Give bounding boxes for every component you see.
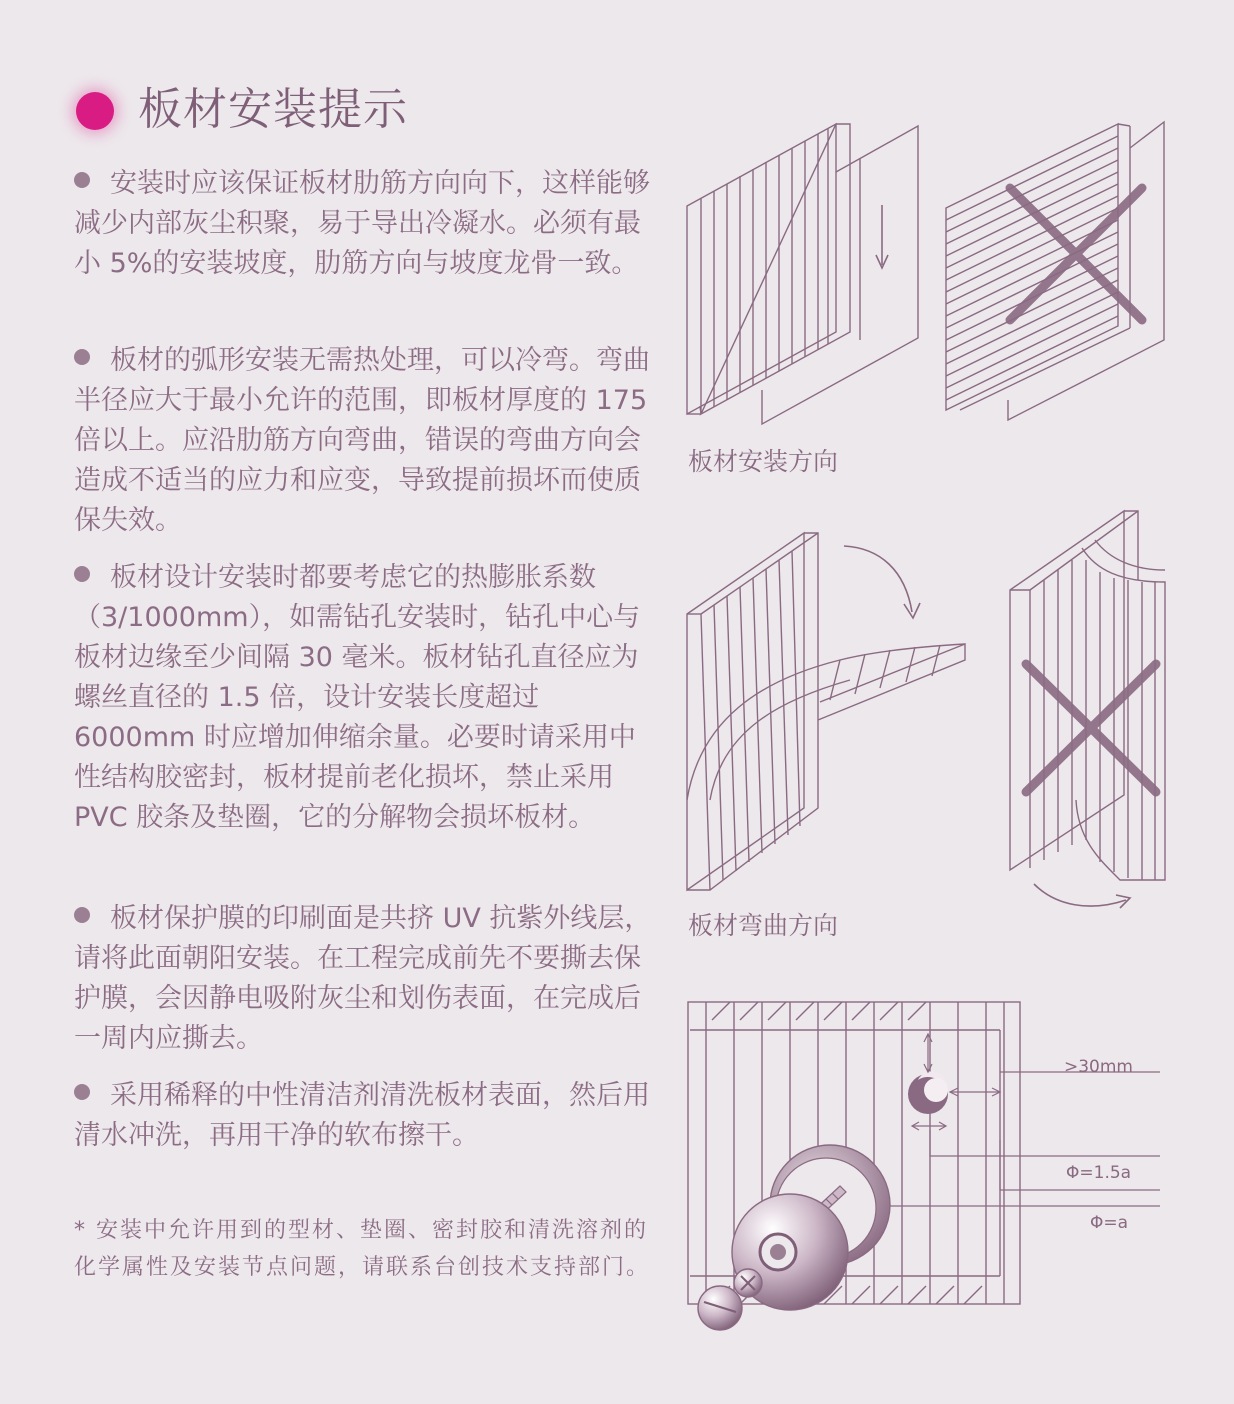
footnote: * 安装中允许用到的型材、垫圈、密封胶和清洗溶剂的化学属性及安装节点问题，请联系台创技术支持部门。 (74, 1218, 651, 1280)
curved-arrow-icon (844, 546, 920, 618)
screw-head-icon (734, 1269, 762, 1297)
caption-bend-direction: 板材弯曲方向 (688, 911, 839, 940)
drill-hole-icon (908, 1071, 948, 1114)
tip-text-2: 板材的弧形安装无需热处理，可以冷弯。弯曲半径应大于最小允许的范围，即板材厚度的 175 倍以上。应沿肋筋方向弯曲，错误的弯曲方向会造成不适当的应力和应变，导致提前损坏而使质保失效。 (74, 345, 650, 536)
cross-mark-icon (1026, 664, 1156, 792)
screw-icon (698, 1286, 742, 1330)
caption-install-direction: 板材安装方向 (688, 447, 839, 476)
tip-text-5: 采用稀释的中性清洁剂清洗板材表面，然后用清水冲洗，再用干净的软布擦干。 (74, 1080, 650, 1151)
panel-bend-correct (687, 533, 965, 890)
tip-text-3: 板材设计安装时都要考虑它的热膨胀系数（3/1000mm），如需钻孔安装时，钻孔中心与板材边缘至少间隔 30 毫米。板材钻孔直径应为螺丝直径的 1.5 倍，设计安装长度超过 6000mm 时应增加伸缩余量。必要时请采用中性结构胶密封，板材提前老化损坏，禁止采用 PVC 胶条及垫圈，它的分解物会损坏板材。 (74, 562, 641, 833)
dimension-hole-diameter: Φ=1.5a (1066, 1163, 1132, 1183)
page-title: 板材安装提示 (138, 84, 408, 135)
dimension-screw-diameter: Φ=a (1090, 1213, 1129, 1233)
tip-text-4: 板材保护膜的印刷面是共挤 UV 抗紫外线层，请将此面朝阳安装。在工程完成前先不要撕去保护膜，会因静电吸附灰尘和划伤表面，在完成后一周内应撕去。 (74, 903, 652, 1054)
dimension-edge-distance: >30mm (1064, 1057, 1133, 1077)
panel-vertical-ribs-correct (687, 124, 918, 424)
arrow-down-icon (876, 205, 888, 268)
panel-bend-wrong (1010, 511, 1165, 880)
tip-text-1: 安装时应该保证板材肋筋方向向下，这样能够减少内部灰尘积聚，易于导出冷凝水。必须有最小 5%的安装坡度，肋筋方向与坡度龙骨一致。 (74, 168, 650, 279)
curved-arrow-icon (1034, 884, 1130, 908)
